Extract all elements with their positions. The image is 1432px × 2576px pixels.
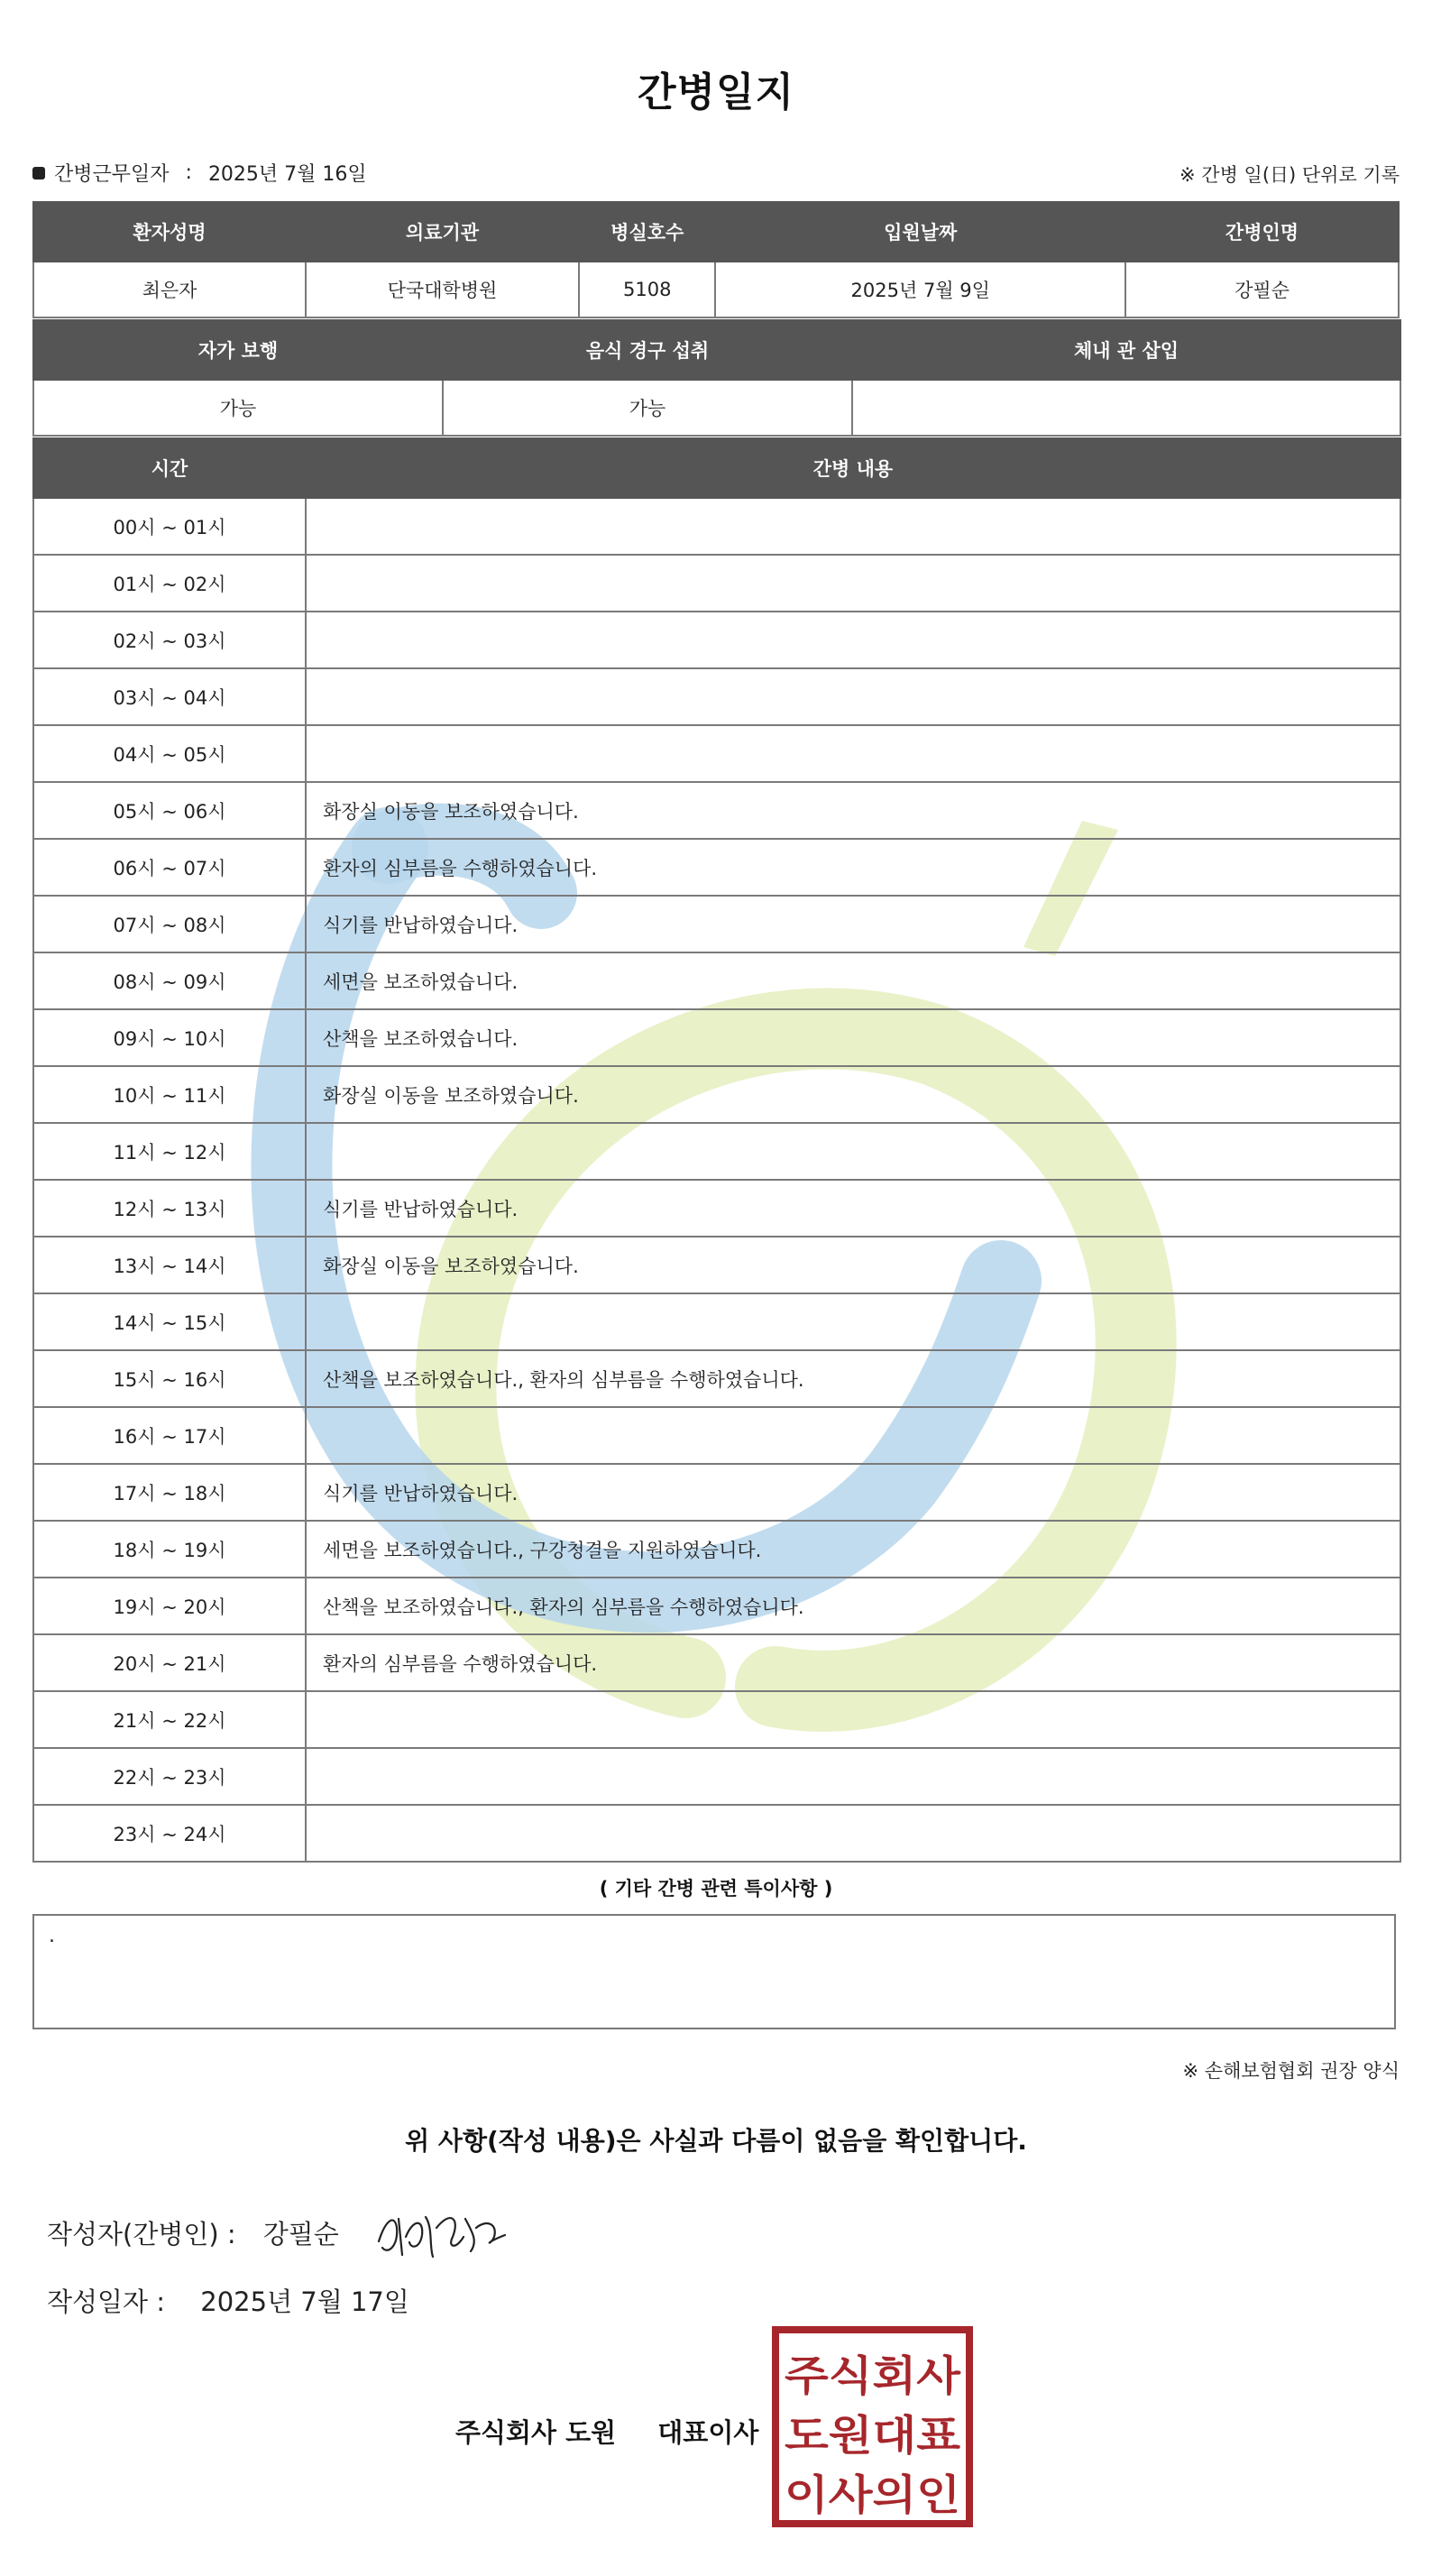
log-time-cell: 00시 ~ 01시	[33, 498, 306, 555]
tube-insertion-status	[852, 380, 1400, 436]
hospital-name: 단국대학병원	[306, 262, 579, 317]
log-content-cell: 환자의 심부름을 수행하였습니다.	[306, 839, 1400, 896]
log-row	[33, 1180, 1400, 1237]
log-row	[33, 1634, 1400, 1691]
patient-header-row	[33, 202, 1399, 262]
log-time-cell: 11시 ~ 12시	[33, 1123, 306, 1180]
admission-date: 2025년 7월 9일	[715, 262, 1125, 317]
log-header-row	[33, 438, 1400, 498]
patient-status-table	[32, 319, 1401, 437]
oral-intake-status: 가능	[443, 380, 852, 436]
log-content-cell	[306, 668, 1400, 725]
log-time-cell: 08시 ~ 09시	[33, 952, 306, 1009]
hourly-care-log-table	[32, 437, 1401, 1863]
author-label: 작성자(간병인) :	[47, 2219, 236, 2249]
log-content-cell	[306, 1293, 1400, 1350]
log-row	[33, 1066, 1400, 1123]
log-time-cell: 20시 ~ 21시	[33, 1634, 306, 1691]
log-row	[33, 1805, 1400, 1862]
log-time-cell: 19시 ~ 20시	[33, 1578, 306, 1634]
log-time-cell: 01시 ~ 02시	[33, 555, 306, 612]
notes-box	[32, 1914, 1396, 2029]
log-content-cell	[306, 555, 1400, 612]
author-line	[47, 2214, 339, 2251]
log-time-cell: 06시 ~ 07시	[33, 839, 306, 896]
log-content-cell: 세면을 보조하였습니다.	[306, 952, 1400, 1009]
notes-text: .	[49, 1925, 55, 1947]
log-content-cell: 산책을 보조하였습니다.	[306, 1009, 1400, 1066]
header-hospital: 의료기관	[306, 202, 579, 262]
log-content-cell	[306, 1407, 1400, 1464]
log-time-cell: 10시 ~ 11시	[33, 1066, 306, 1123]
log-time-cell: 17시 ~ 18시	[33, 1464, 306, 1521]
log-row	[33, 1237, 1400, 1293]
work-date-value: 2025년 7월 16일	[207, 163, 367, 186]
work-date-separator: :	[185, 161, 192, 184]
record-note: ※ 간병 일(日) 단위로 기록	[1180, 164, 1400, 186]
log-time-cell: 14시 ~ 15시	[33, 1293, 306, 1350]
patient-value-row	[33, 262, 1399, 317]
bullet-square-icon	[32, 167, 45, 179]
header-walking: 자가 보행	[33, 320, 443, 380]
svg-text:이사의인: 이사의인	[785, 2470, 960, 2519]
written-date-line	[47, 2282, 409, 2319]
header-tube-insertion: 체내 관 삽입	[852, 320, 1400, 380]
log-content-cell: 세면을 보조하였습니다., 구강청결을 지원하였습니다.	[306, 1521, 1400, 1578]
log-content-cell: 식기를 반납하였습니다.	[306, 1180, 1400, 1237]
log-content-cell	[306, 612, 1400, 668]
log-row	[33, 1407, 1400, 1464]
log-content-cell	[306, 1805, 1400, 1862]
log-content-cell: 화장실 이동을 보조하였습니다.	[306, 1066, 1400, 1123]
log-row	[33, 612, 1400, 668]
log-content-cell: 산책을 보조하였습니다., 환자의 심부름을 수행하였습니다.	[306, 1350, 1400, 1407]
log-content-cell	[306, 725, 1400, 782]
log-row	[33, 498, 1400, 555]
log-row	[33, 1350, 1400, 1407]
work-date-label: 간병근무일자	[54, 163, 170, 186]
company-seal-stamp	[771, 2325, 974, 2528]
company-name: 주식회사 도원	[455, 2417, 617, 2448]
log-time-cell: 03시 ~ 04시	[33, 668, 306, 725]
log-body	[33, 498, 1400, 1862]
log-row	[33, 1009, 1400, 1066]
log-row	[33, 782, 1400, 839]
header-room-number: 병실호수	[579, 202, 716, 262]
log-content-cell	[306, 1123, 1400, 1180]
log-time-cell: 22시 ~ 23시	[33, 1748, 306, 1805]
svg-text:도원대표: 도원대표	[785, 2411, 961, 2460]
log-content-cell	[306, 1691, 1400, 1748]
log-time-cell: 15시 ~ 16시	[33, 1350, 306, 1407]
author-name: 강필순	[262, 2219, 339, 2249]
log-content-cell: 화장실 이동을 보조하였습니다.	[306, 1237, 1400, 1293]
svg-text:주식회사: 주식회사	[785, 2351, 961, 2400]
handwritten-signature	[370, 2192, 514, 2264]
room-number: 5108	[579, 262, 716, 317]
log-row	[33, 1521, 1400, 1578]
log-time-cell: 04시 ~ 05시	[33, 725, 306, 782]
log-content-cell	[306, 1748, 1400, 1805]
log-content-cell	[306, 498, 1400, 555]
log-content-cell: 식기를 반납하였습니다.	[306, 1464, 1400, 1521]
written-date: 2025년 7월 17일	[200, 2286, 409, 2317]
company-line	[455, 2413, 758, 2450]
log-content-cell: 식기를 반납하였습니다.	[306, 896, 1400, 952]
log-time-cell: 09시 ~ 10시	[33, 1009, 306, 1066]
confirmation-statement: 위 사항(작성 내용)은 사실과 다름이 없음을 확인합니다.	[405, 2126, 1027, 2156]
company-representative: 대표이사	[657, 2417, 759, 2448]
log-row	[33, 1691, 1400, 1748]
log-row	[33, 555, 1400, 612]
work-date-line	[32, 159, 367, 187]
notes-title: ( 기타 간병 관련 특이사항 )	[599, 1878, 833, 1900]
patient-name: 최은자	[33, 262, 306, 317]
log-time-cell: 16시 ~ 17시	[33, 1407, 306, 1464]
header-caregiver-name: 간병인명	[1125, 202, 1399, 262]
log-row	[33, 668, 1400, 725]
log-time-cell: 05시 ~ 06시	[33, 782, 306, 839]
log-row	[33, 1293, 1400, 1350]
log-row	[33, 725, 1400, 782]
header-admission-date: 입원날짜	[715, 202, 1125, 262]
log-time-cell: 02시 ~ 03시	[33, 612, 306, 668]
log-row	[33, 952, 1400, 1009]
walking-status: 가능	[33, 380, 443, 436]
page-title: 간병일지	[637, 69, 794, 115]
log-row	[33, 1123, 1400, 1180]
log-content-cell: 환자의 심부름을 수행하였습니다.	[306, 1634, 1400, 1691]
log-row	[33, 1748, 1400, 1805]
caregiver-name: 강필순	[1125, 262, 1399, 317]
log-time-cell: 07시 ~ 08시	[33, 896, 306, 952]
log-row	[33, 839, 1400, 896]
status-value-row	[33, 380, 1400, 436]
log-time-cell: 18시 ~ 19시	[33, 1521, 306, 1578]
log-time-cell: 12시 ~ 13시	[33, 1180, 306, 1237]
header-time: 시간	[33, 438, 306, 498]
log-time-cell: 21시 ~ 22시	[33, 1691, 306, 1748]
header-oral-intake: 음식 경구 섭취	[443, 320, 852, 380]
log-row	[33, 1578, 1400, 1634]
log-content-cell: 산책을 보조하였습니다., 환자의 심부름을 수행하였습니다.	[306, 1578, 1400, 1634]
form-source-note: ※ 손해보험협회 권장 양식	[1182, 2060, 1400, 2082]
log-time-cell: 13시 ~ 14시	[33, 1237, 306, 1293]
log-content-cell: 화장실 이동을 보조하였습니다.	[306, 782, 1400, 839]
header-care-content: 간병 내용	[306, 438, 1400, 498]
header-patient-name: 환자성명	[33, 202, 306, 262]
log-row	[33, 896, 1400, 952]
log-time-cell: 23시 ~ 24시	[33, 1805, 306, 1862]
written-date-label: 작성일자 :	[47, 2286, 166, 2317]
status-header-row	[33, 320, 1400, 380]
log-row	[33, 1464, 1400, 1521]
patient-info-table	[32, 201, 1400, 318]
